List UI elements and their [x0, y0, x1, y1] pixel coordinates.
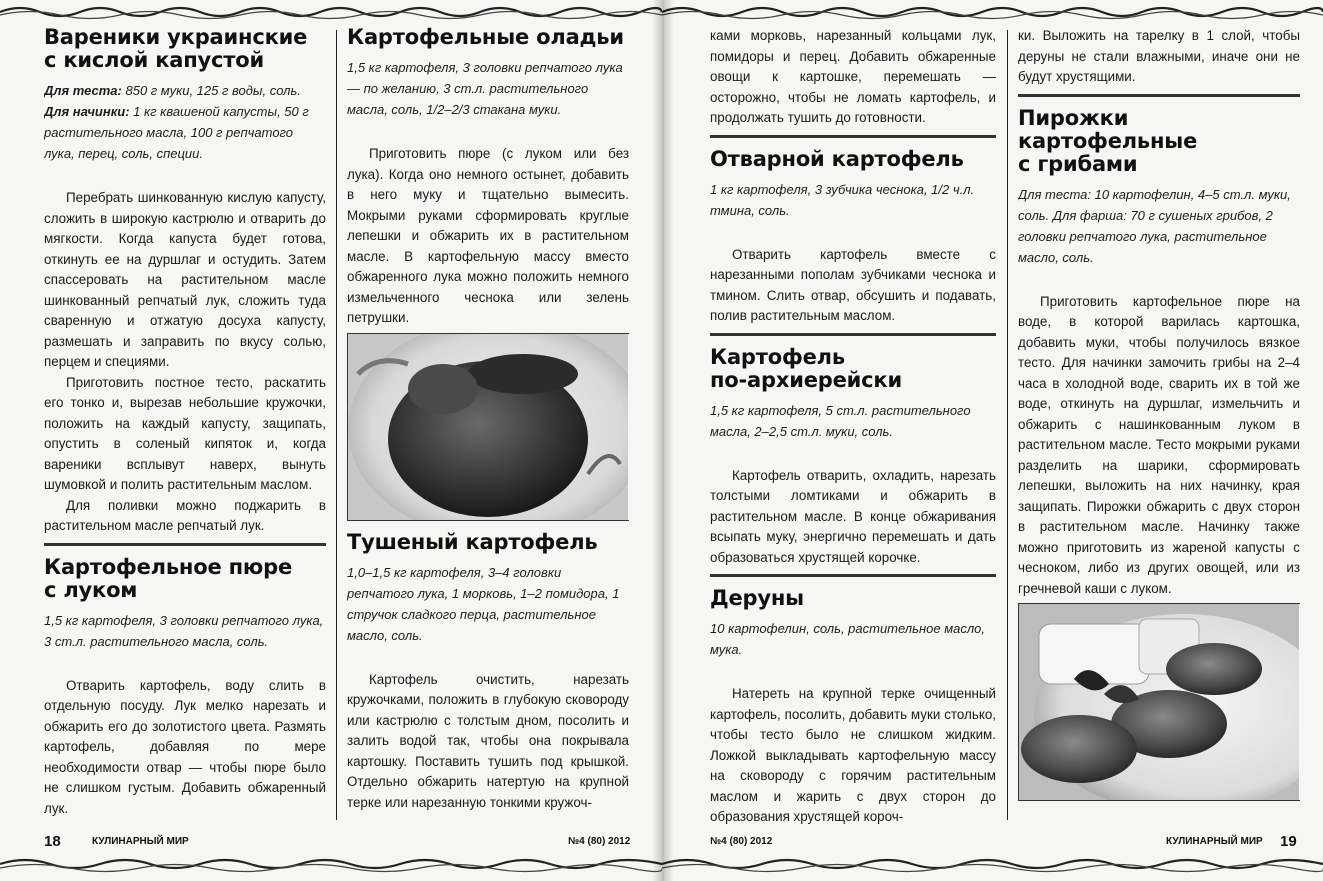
- recipe-body: Картофель отварить, охладить, нарезать толстыми ломтиками и обжарить в растительном масле. В конце обжаривания всыпать муку, энергично перемешать и дать образоваться хрустящей корочке.: [710, 467, 996, 565]
- magazine-name: КУЛИНАРНЫЙ МИР: [92, 836, 189, 847]
- page-gutter-shadow: [652, 0, 674, 881]
- right-column-2: [1018, 26, 1300, 829]
- recipe-otvarnoy: [710, 148, 996, 327]
- issue-number: №4 (80) 2012: [710, 836, 773, 847]
- recipe-title: Тушеный картофель: [347, 529, 598, 554]
- recipe-title: Вареники украинские с кислой капустой: [44, 26, 308, 72]
- section-divider: [710, 135, 996, 138]
- recipe-vareniki: [44, 26, 326, 537]
- potato-pies-photo: [1018, 603, 1300, 801]
- column-rule: [1007, 30, 1008, 820]
- recipe-continuation: ки. Выложить на тарелку в 1 слой, чтобы деруны не стали влажными, иначе они не будут хрустящими.: [1018, 28, 1300, 84]
- recipe-deruny: [710, 587, 996, 828]
- recipe-body: Приготовить пюре (с луком или без лука). Когда оно немного остынет, добавить в него муку и тщательно вымесить. Мокрыми руками сформировать круглые лепешки и обжарить их в растительном масле. В картофельную массу вместо обжаренного лука можно положить немного измельченного чеснока или зелень петрушки.: [347, 146, 629, 325]
- recipe-title: Деруны: [710, 586, 804, 610]
- recipe-continuation: ками морковь, нарезанный кольцами лук, помидоры и перец. Добавить обжаренные овощи к картошке, перемешать — осторожно, чтобы не ломать картофель, и продолжать тушить до готовности.: [710, 28, 996, 125]
- recipe-pure: [44, 556, 326, 820]
- recipe-tushenyi: [347, 531, 629, 814]
- recipe-ingredients: 1,5 кг картофеля, 3 головки репчатого лука — по желанию, 3 ст.л. растительного масла, соль, 1/2–2/3 стакана муки.: [347, 60, 623, 117]
- recipe-body: Отварить картофель, воду слить в отдельную посуду. Лук мелко нарезать и обжарить его до золотистого цвета. Размять картофель, добавляя по мере необходимости отвар — чтобы пюре было не слишком густым. Добавить обжаренный лук.: [44, 677, 326, 816]
- section-divider: [1018, 94, 1300, 97]
- potato-pancake-photo: [347, 333, 629, 521]
- recipe-ingredients: Для теста: 850 г муки, 125 г воды, соль. Для начинки: 1 кг квашеной капусты, 50 г растительного масла, 100 г репчатого лука, перец, соль, специи.: [44, 83, 309, 161]
- recipe-title: Картофель по-архиерейски: [710, 344, 902, 392]
- top-ornament-right: [662, 2, 1323, 22]
- bottom-ornament-right: [662, 856, 1323, 876]
- recipe-ingredients: 1,0–1,5 кг картофеля, 3–4 головки репчатого лука, 1 морковь, 1–2 помидора, 1 стручок сладкого перца, растительное масло, соль.: [347, 564, 620, 643]
- recipe-oladi: [347, 26, 629, 329]
- recipe-title: Пирожки картофельные с грибами: [1018, 105, 1198, 176]
- recipe-body: Перебрать шинкованную кислую капусту, сложить в широкую кастрюлю и отварить до мягкости. Когда капуста будет готова, откинуть ее на дуршлаг и остудить. Затем спассеровать на растительном масле шинкованный репчатый лук, сложить туда сваренную и отжатую досуха капусту, размешать и заправить по вкусу солью, перцем и специями. Приготовить постное тесто, раскатить его тонко и, вырезав небольшие кружочки, положить на каждый капусту, защипать, опустить в соленый кипяток и, когда вареники всплывут наверх, вынуть шумовкой и полить растительным маслом. Для поливки можно поджарить в растительном масле репчатый лук.: [44, 190, 326, 533]
- column-rule: [336, 30, 337, 820]
- bottom-ornament-left: [0, 856, 662, 876]
- left-column-2: [347, 26, 629, 829]
- issue-number: №4 (80) 2012: [568, 836, 631, 847]
- magazine-name: КУЛИНАРНЫЙ МИР: [1166, 836, 1263, 847]
- recipe-body: Натереть на крупной терке очищенный картофель, посолить, добавить муки столько, чтобы тесто было не слишком жидким. Ложкой выкладывать картофельную массу на сковороду с горячим растительным маслом и жарить с двух сторон до образования хрустящей короч-: [710, 686, 996, 824]
- recipe-body: Картофель очистить, нарезать кружочками, положить в глубокую сковороду или кастрюлю с толстым дном, посолить и залить водой так, чтобы она покрывала картошку. Поставить тушить под крышкой. Отдельно обжарить натертую на крупной терке или нарезанную тонкими кружоч-: [347, 671, 629, 810]
- left-column-1: [44, 26, 326, 829]
- section-divider: [710, 333, 996, 336]
- recipe-ingredients: Для теста: 10 картофелин, 4–5 ст.л. муки, соль. Для фарша: 70 г сушеных грибов, 2 головки репчатого лука, растительное масло, соль.: [1018, 186, 1291, 265]
- recipe-title: Картофельные оладьи: [347, 26, 624, 49]
- right-page: [662, 0, 1323, 881]
- recipe-body: Отварить картофель вместе с нарезанными пополам зубчиками чеснока и тмином. Слить отвар, обсушить и подавать, полив растительным маслом.: [710, 246, 996, 323]
- recipe-title: Картофельное пюре с луком: [44, 554, 292, 602]
- right-column-1: [710, 26, 996, 829]
- recipe-body: Приготовить картофельное пюре на воде, в которой варилась картошка, добавить муки, чтобы получилось вязкое тесто. Для начинки замочить грибы на 2–4 часа в холодной воде, сварить их в той же воде, откинуть на дуршлаг, измельчить и обжарить с нашинкованным луком в растительном масле. Тесто мокрыми руками разделить на шарики, сформировать лепешки, выложить на них начинку, края защипать. Пирожки обжарить с двух сторон в растительном масле. Начинку также можно приготовить из жареной капусты с чесноком, либо из других овощей, или из гречневой каши с луком.: [1018, 293, 1300, 596]
- recipe-arhiereyski: [710, 346, 996, 569]
- recipe-ingredients: 1,5 кг картофеля, 5 ст.л. растительного масла, 2–2,5 ст.л. муки, соль.: [710, 402, 971, 439]
- recipe-title: Отварной картофель: [710, 146, 964, 171]
- recipe-pirozhki: [1018, 107, 1300, 600]
- recipe-ingredients: 1 кг картофеля, 3 зубчика чеснока, 1/2 ч.л. тмина, соль.: [710, 181, 975, 218]
- section-divider: [710, 574, 996, 577]
- top-ornament-left: [0, 2, 662, 22]
- recipe-ingredients: 10 картофелин, соль, растительное масло, мука.: [710, 621, 986, 657]
- recipe-ingredients: 1,5 кг картофеля, 3 головки репчатого лука, 3 ст.л. растительного масла, соль.: [44, 612, 324, 649]
- page-number: 18: [44, 833, 61, 850]
- page-number: 19: [1280, 833, 1297, 850]
- section-divider: [44, 543, 326, 546]
